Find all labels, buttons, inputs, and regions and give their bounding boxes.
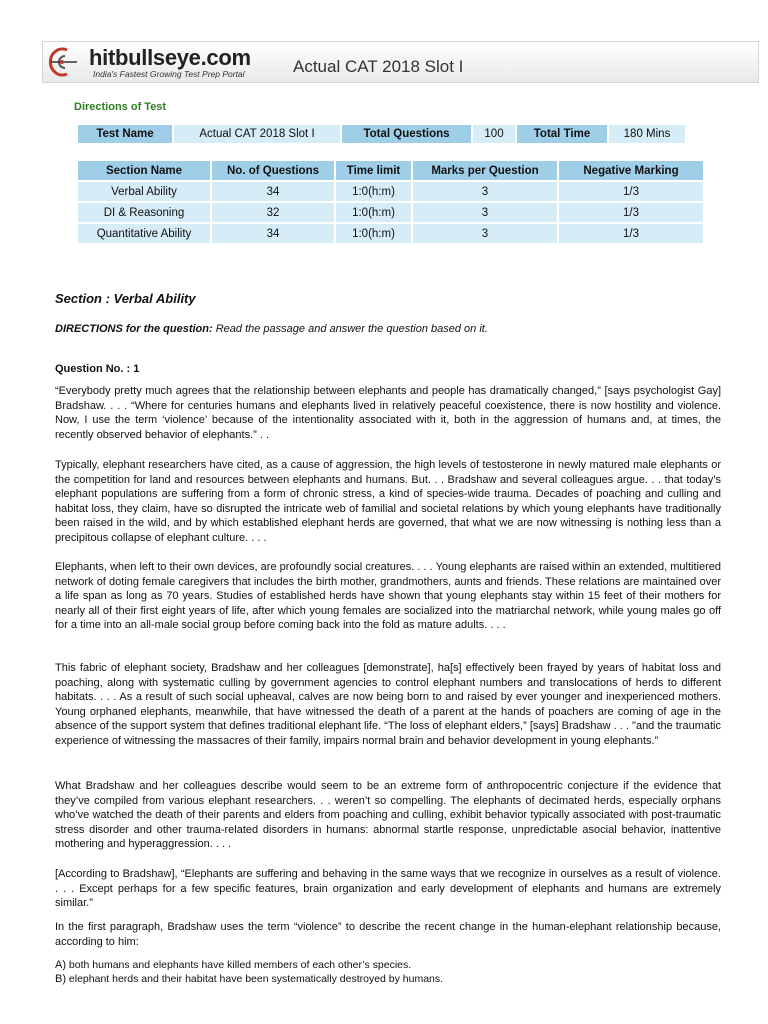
table-header-cell: Section Name <box>78 161 210 180</box>
answer-option-b[interactable] <box>55 972 721 987</box>
table-cell: 1/3 <box>559 203 703 222</box>
bullseye-logo-icon <box>47 46 77 78</box>
directions-text: Read the passage and answer the question based on it. <box>215 323 488 335</box>
table-cell: 1/3 <box>559 224 703 243</box>
table-cell: Verbal Ability <box>78 182 210 201</box>
passage-paragraph: Elephants, when left to their own devices, are profoundly social creatures. . . . Young elephants are raised within an extended, multitiered network of doting female caregivers that includes the birth mother, grandmothers, aunts and friends. These relations are maintained over a life span as long as 70 years. Studies of established herds have shown that young elephants stay within 15 feet of their mothers for nearly all of their first eight years of life, after which young females are socialized into the matriarchal network, while young males go off for a time into an all-male social group before coming back into the fold as mature adults. . . . <box>55 561 721 632</box>
directions-heading: Directions of Test <box>74 101 167 113</box>
table-cell: 32 <box>212 203 334 222</box>
passage-paragraph: [According to Bradshaw], “Elephants are suffering and behaving in the same ways that we recognize in ourselves as a result of violence. . . . Except perhaps for a few specific features, brain organization and early development of elephants and humans are extremely similar.” <box>55 868 721 910</box>
table-cell: 1:0(h:m) <box>336 182 411 201</box>
table-cell: Quantitative Ability <box>78 224 210 243</box>
logo-text: hitbullseye.com <box>89 45 251 70</box>
table-cell: 3 <box>413 224 557 243</box>
passage-paragraph: What Bradshaw and her colleagues describe would seem to be an extreme form of anthropocentric conjecture if the evidence that they’ve compiled from various elephant researchers. . . weren’t so compelling. The elephants of decimated herds, especially orphans who’ve watched the death of their parents and elders from poaching and culling, exhibit behavior typically associated with post-traumatic stress disorder and other trauma-related disorders in humans: abnormal startle response, unpredictable asocial behavior, inattentive mothering and hyperaggression. . . . <box>55 780 721 851</box>
header-banner <box>42 41 759 83</box>
sections-table <box>76 159 705 245</box>
table-cell: 34 <box>212 182 334 201</box>
table-header-cell: Marks per Question <box>413 161 557 180</box>
option-text: both humans and elephants have killed members of each other’s species. <box>68 959 412 971</box>
question-text: In the first paragraph, Bradshaw uses the term “violence” to describe the recent change in the human-elephant relationship because, according to him: <box>55 921 721 948</box>
option-label: B) <box>55 973 66 985</box>
section-title: Section : Verbal Ability <box>55 291 196 306</box>
answer-option-a[interactable] <box>55 958 721 973</box>
test-name-value: Actual CAT 2018 Slot I <box>174 125 340 143</box>
passage-paragraph: Typically, elephant researchers have cited, as a cause of aggression, the high levels of testosterone in newly matured male elephants or the competition for land and resources between elephants and humans. But. . . Bradshaw and several colleagues argue. . . that today’s elephant populations are suffering from a form of chronic stress, a kind of species-wide trauma. Decades of poaching and culling and habitat loss, they claim, have so disrupted the intricate web of familial and societal relations by which young elephants have traditionally been raised in the wild, and by which established elephant herds are governed, that what we are now witnessing is nothing less than a precipitous collapse of elephant culture. . . . <box>55 459 721 544</box>
logo[interactable] <box>43 42 283 82</box>
passage-paragraph: This fabric of elephant society, Bradshaw and her colleagues [demonstrate], ha[s] effectively been frayed by years of habitat loss and poaching, along with systematic culling by government agencies to control elephant numbers and translocations of herds to different habitats. . . . As a result of such social upheaval, calves are now being born to and raised by ever younger and inexperienced mothers. Young orphaned elephants, meanwhile, that have witnessed the death of a parent at the hands of poachers are coming of age in the absence of the support system that defines traditional elephant life. “The loss of elephant elders,” [says] Bradshaw . . . "and the traumatic experience of witnessing the massacres of their family, impairs normal brain and behavior development in young elephants.” <box>55 662 721 747</box>
total-questions-value: 100 <box>473 125 515 143</box>
question-number: Question No. : 1 <box>55 363 140 375</box>
option-text: elephant herds and their habitat have been systematically destroyed by humans. <box>68 973 444 985</box>
table-cell: 3 <box>413 182 557 201</box>
total-time-label: Total Time <box>517 125 607 143</box>
table-cell: 34 <box>212 224 334 243</box>
logo-tagline: India's Fastest Growing Test Prep Portal <box>93 69 245 79</box>
question-directions <box>55 322 721 337</box>
total-questions-label: Total Questions <box>342 125 471 143</box>
table-row <box>78 203 703 222</box>
table-header-cell: Time limit <box>336 161 411 180</box>
test-info-table <box>76 123 687 145</box>
directions-label: DIRECTIONS for the question: <box>55 323 213 335</box>
page-title: Actual CAT 2018 Slot I <box>293 57 464 76</box>
table-header-row <box>78 161 703 180</box>
table-cell: 1:0(h:m) <box>336 224 411 243</box>
test-name-label: Test Name <box>78 125 172 143</box>
table-header-cell: No. of Questions <box>212 161 334 180</box>
table-row <box>78 224 703 243</box>
table-cell: 3 <box>413 203 557 222</box>
option-label: A) <box>55 959 66 971</box>
table-cell: DI & Reasoning <box>78 203 210 222</box>
table-cell: 1:0(h:m) <box>336 203 411 222</box>
table-cell: 1/3 <box>559 182 703 201</box>
passage-paragraph: “Everybody pretty much agrees that the relationship between elephants and people has dramatically changed,” [says psychologist Gay] Bradshaw. . . . “Where for centuries humans and elephants lived in relatively peaceful coexistence, there is now hostility and violence. Now, I use the term ‘violence’ because of the intentionality associated with it, both in the aggression of humans and, at times, the recently observed behavior of elephants.” . . <box>55 385 721 441</box>
table-row <box>78 182 703 201</box>
total-time-value: 180 Mins <box>609 125 685 143</box>
table-header-cell: Negative Marking <box>559 161 703 180</box>
